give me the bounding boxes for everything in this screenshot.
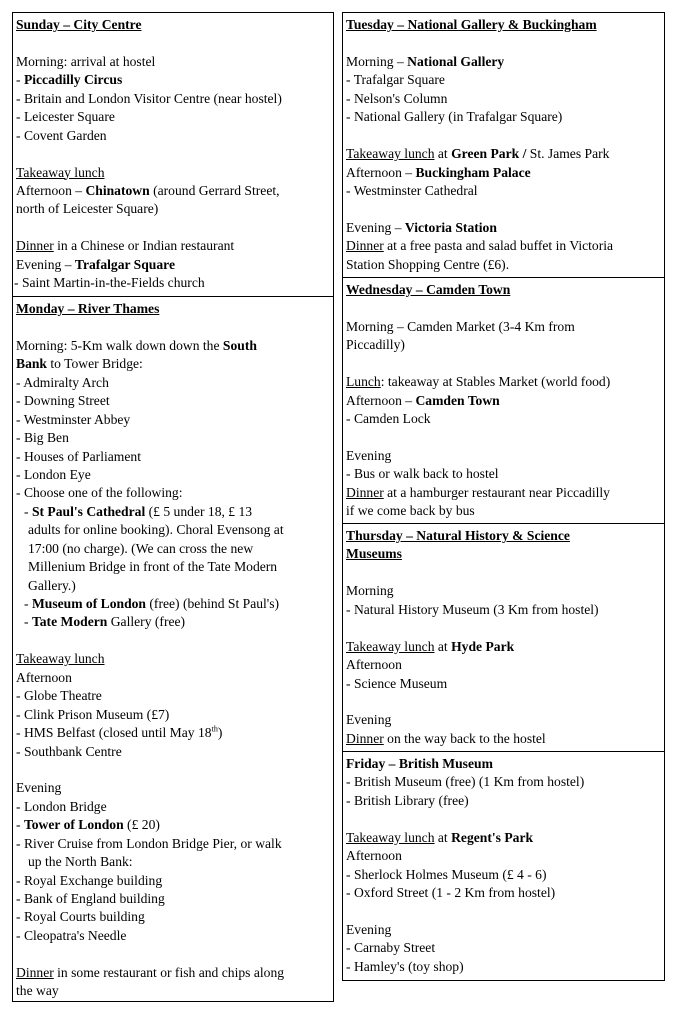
list-item: - Piccadilly Circus xyxy=(16,72,123,88)
list-item: - Museum of London (free) (behind St Paul's) xyxy=(24,596,280,611)
friday-afternoon: Afternoon xyxy=(346,848,402,864)
tuesday-dinner: Dinner at a free pasta and salad buffet in Victoria xyxy=(346,238,614,254)
tuesday-lunch: Takeaway lunch at Green Park / St. James Park xyxy=(346,146,610,162)
list-item: - Bus or walk back to hostel xyxy=(346,466,499,482)
monday-section: Monday – River Thames Morning: 5-Km walk down down the South Bank to Tower Bridge: - Admiralty Arch - Downing Street - Westminster Abbey - Big Ben - Houses of Parliament - London Eye - Choose one of the following: - St Paul's Cathedral (£ 5 under 18, £ 13 adults for online booking). Choral Evensong at 17:00 (no charge). (We can cross the new Millenium Bridge in front of the Tate Modern Gallery.) - Museum of London (free) (behind St Paul's) - Tate Modern Gallery (free) Takeaway lunch Afternoon - Globe Theatre - Clink Prison Museum (£7) - HMS Belfast (closed until May 18th) - Southbank Centre Evening - London Bridge - Tower of London (£ 20) - River Cruise from London Bridge Pier, or walk up the North Bank: - Royal Exchange building - Bank of England building - Royal Courts building - Cleopatra's Needle Dinner in some restaurant or fish and chips along the way xyxy=(12,296,334,1002)
list-item: - Clink Prison Museum (£7) xyxy=(16,706,170,722)
monday-lunch: Takeaway lunch xyxy=(16,651,105,667)
tuesday-evening: Evening – Victoria Station xyxy=(346,219,497,235)
list-item: - Southbank Centre xyxy=(16,743,122,759)
list-item: - Natural History Museum (3 Km from hostel) xyxy=(346,601,599,617)
list-item: - Tate Modern Gallery (free) xyxy=(24,614,186,630)
sunday-heading: Sunday – City Centre xyxy=(16,17,142,32)
list-item: - Royal Courts building xyxy=(16,909,145,925)
list-item: - Downing Street xyxy=(16,393,110,409)
list-item: - Cleopatra's Needle xyxy=(16,927,127,943)
list-item: - Westminster Abbey xyxy=(16,411,131,427)
thursday-heading: Thursday – Natural History & Science xyxy=(346,528,570,543)
sunday-dinner: Dinner in a Chinese or Indian restaurant xyxy=(16,238,235,254)
wednesday-evening: Evening xyxy=(346,447,392,463)
list-item: - Tower of London (£ 20) xyxy=(16,817,160,833)
tuesday-morning: Morning – National Gallery xyxy=(346,53,505,69)
tuesday-afternoon: Afternoon – Buckingham Palace xyxy=(346,164,531,180)
list-item: - Science Museum xyxy=(346,675,448,691)
list-item: - HMS Belfast (closed until May 18th) xyxy=(16,724,223,741)
sunday-morning: Morning: arrival at hostel xyxy=(16,53,156,69)
sunday-lunch: Takeaway lunch xyxy=(16,164,105,180)
list-item: - National Gallery (in Trafalgar Square) xyxy=(346,109,563,125)
list-item: - British Library (free) xyxy=(346,792,469,808)
sunday-section: Sunday – City Centre Morning: arrival at hostel - Piccadilly Circus - Britain and London Visitor Centre (near hostel) - Leicester Square - Covent Garden Takeaway lunch Afternoon – Chinatown (around Gerrard Street, north of Leicester Square) Dinner in a Chinese or Indian restaurant Evening – Trafalgar Square - Saint Martin-in-the-Fields church xyxy=(12,12,334,297)
wednesday-heading: Wednesday – Camden Town xyxy=(346,282,511,297)
list-item: - Globe Theatre xyxy=(16,688,102,704)
list-item: - Big Ben xyxy=(16,430,69,446)
wednesday-afternoon: Afternoon – Camden Town xyxy=(346,392,500,408)
friday-evening: Evening xyxy=(346,921,392,937)
wednesday-lunch: Lunch: takeaway at Stables Market (world food) xyxy=(346,374,611,390)
list-item: - Oxford Street (1 - 2 Km from hostel) xyxy=(346,885,556,901)
friday-lunch: Takeaway lunch at Regent's Park xyxy=(346,829,534,845)
list-item: - St Paul's Cathedral (£ 5 under 18, £ 13 xyxy=(24,503,253,519)
list-item: - London Eye xyxy=(16,466,91,482)
list-item: - Houses of Parliament xyxy=(16,448,141,464)
tuesday-section: Tuesday – National Gallery & Buckingham Morning – National Gallery - Trafalgar Square - Nelson's Column - National Gallery (in Trafalgar Square) Takeaway lunch at Green Park / St. James Park Afternoon – Buckingham Palace - Westminster Cathedral Evening – Victoria Station Dinner at a free pasta and salad buffet in Victoria Station Shopping Centre (£6). xyxy=(342,12,665,278)
list-item: - Admiralty Arch xyxy=(16,374,109,390)
wednesday-section: Wednesday – Camden Town Morning – Camden Market (3-4 Km from Piccadilly) Lunch: takeaway at Stables Market (world food) Afternoon – Camden Town - Camden Lock Evening - Bus or walk back to hostel Dinner at a hamburger restaurant near Piccadilly if we come back by bus xyxy=(342,277,665,524)
monday-morning: Morning: 5-Km walk down down the South xyxy=(16,337,257,353)
list-item: - Covent Garden xyxy=(16,127,107,143)
thursday-lunch: Takeaway lunch at Hyde Park xyxy=(346,638,515,654)
thursday-evening: Evening xyxy=(346,712,392,728)
monday-afternoon: Afternoon xyxy=(16,669,72,685)
sunday-afternoon: Afternoon – Chinatown (around Gerrard Street, xyxy=(16,182,280,198)
list-item: - Camden Lock xyxy=(346,411,431,427)
list-item: - Choose one of the following: xyxy=(16,485,183,501)
friday-heading: Friday – British Museum xyxy=(346,756,493,771)
sunday-evening: Evening – Trafalgar Square xyxy=(16,256,175,272)
list-item: - Trafalgar Square xyxy=(346,72,445,88)
list-item: - Leicester Square xyxy=(16,109,115,125)
wednesday-dinner: Dinner at a hamburger restaurant near Piccadilly xyxy=(346,484,610,500)
wednesday-morning: Morning – Camden Market (3-4 Km from xyxy=(346,318,575,334)
list-item: - British Museum (free) (1 Km from hostel) xyxy=(346,774,585,790)
list-item: - Westminster Cathedral xyxy=(346,182,478,198)
thursday-afternoon: Afternoon xyxy=(346,657,402,673)
monday-dinner: Dinner in some restaurant or fish and chips along xyxy=(16,964,285,980)
list-item: - Britain and London Visitor Centre (near hostel) xyxy=(16,90,282,106)
monday-evening: Evening xyxy=(16,780,62,796)
list-item: - Sherlock Holmes Museum (£ 4 - 6) xyxy=(346,866,547,882)
list-item: - London Bridge xyxy=(16,798,107,814)
list-item: - River Cruise from London Bridge Pier, or walk xyxy=(16,835,282,851)
list-item: - Hamley's (toy shop) xyxy=(346,958,464,974)
thursday-morning: Morning xyxy=(346,583,394,599)
monday-heading: Monday – River Thames xyxy=(16,301,160,316)
list-item: - Nelson's Column xyxy=(346,90,448,106)
list-item: - Carnaby Street xyxy=(346,940,436,956)
friday-section xyxy=(342,751,665,981)
list-item: - Royal Exchange building xyxy=(16,872,163,888)
list-item: - Saint Martin-in-the-Fields church xyxy=(14,275,205,291)
tuesday-heading: Tuesday – National Gallery & Buckingham xyxy=(346,17,597,32)
thursday-dinner: Dinner on the way back to the hostel xyxy=(346,730,546,746)
thursday-section: Thursday – Natural History & Science Museums Morning - Natural History Museum (3 Km from hostel) Takeaway lunch at Hyde Park Afternoon - Science Museum Evening Dinner on the way back to the hostel xyxy=(342,523,665,752)
list-item: - Bank of England building xyxy=(16,891,165,906)
